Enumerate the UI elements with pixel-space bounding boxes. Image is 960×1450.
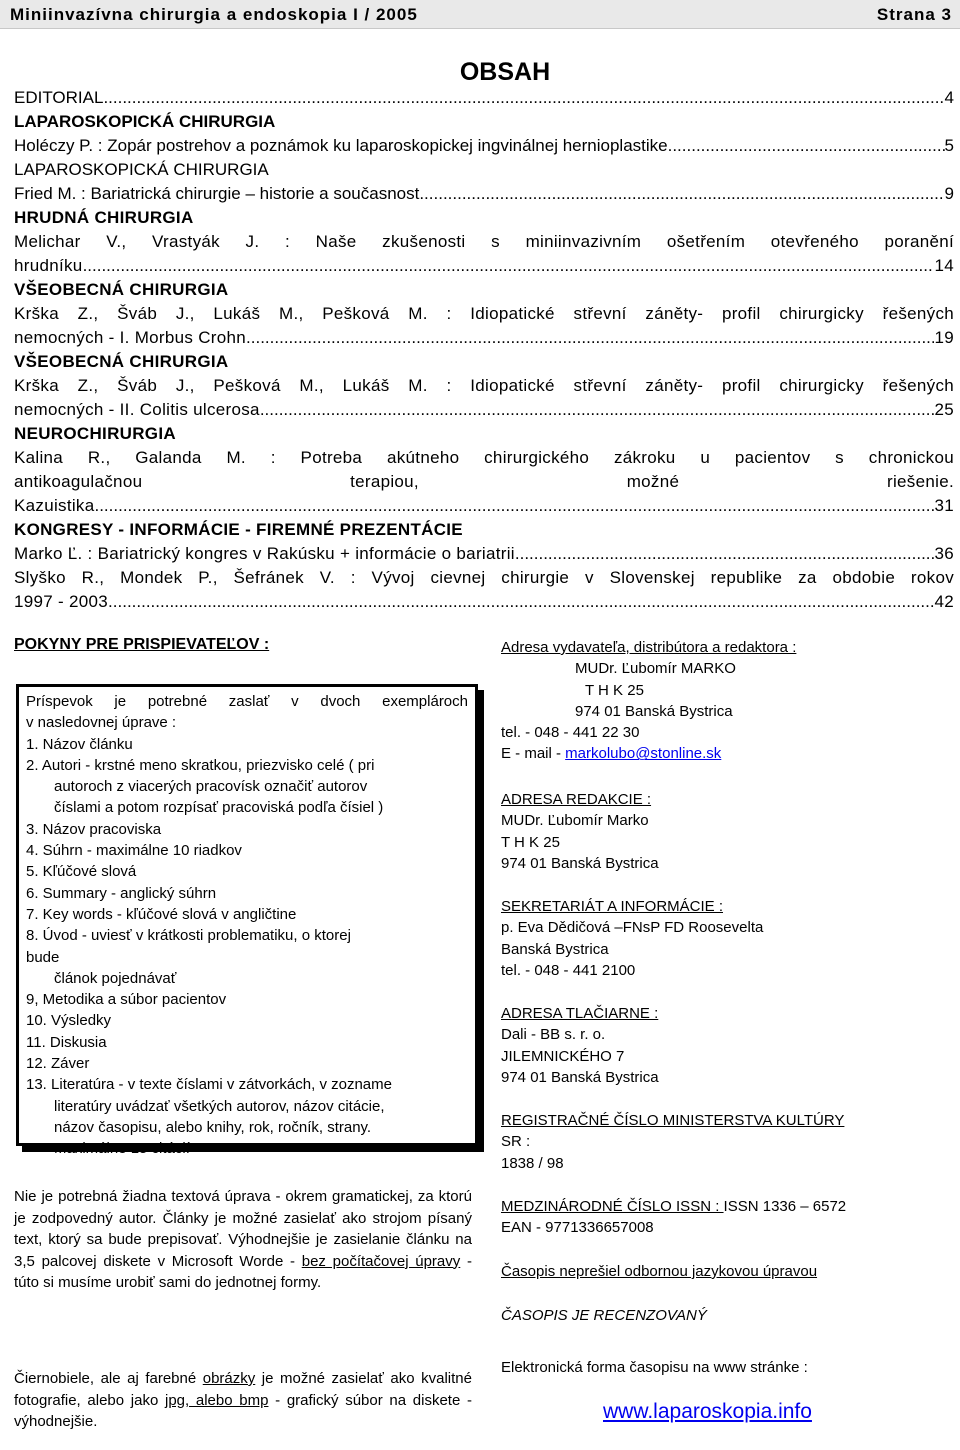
list-item: autoroch z viacerých pracovísk označiť autorov [54, 778, 368, 796]
editorial-address: ADRESA REDAKCIE : MUDr. Ľubomír Marko T H K 25 974 01 Banská Bystrica [501, 791, 659, 872]
language-note: Časopis neprešiel odbornou jazykovou úpravou [501, 1263, 818, 1280]
toc-entry-line[interactable]: Krška Z., Šváb J., Lukáš M., Pešková M. : Idiopatické střevní záněty- profil chirurgicky řešených [14, 304, 954, 323]
toc-entry[interactable]: nemocných - II. Colitis ulcerosa ..... 25 [14, 398, 954, 422]
table-of-contents [14, 86, 954, 614]
toc-section-heading: HRUDNÁ CHIRURGIA [14, 208, 194, 227]
toc-entry-line[interactable]: Melichar V., Vrastyák J. : Naše zkušenosti s miniinvazivním ošetřením otevřeného poranění [14, 232, 954, 251]
editorial-heading: ADRESA REDAKCIE : [501, 791, 652, 808]
toc-entry[interactable]: Holéczy P. : Zopár postrehov a poznámok ku laparoskopickej ingvinálnej hernioplastike ..... 5 [14, 134, 954, 158]
secretariat-heading: SEKRETARIÁT A INFORMÁCIE : [501, 898, 723, 915]
toc-section-heading: NEUROCHIRURGIA [14, 424, 176, 443]
toc-entry[interactable]: Kazuistika ..... 31 [14, 494, 954, 518]
formatting-note: Nie je potrebná žiadna textová úprava - okrem gramatickej, za ktorú je zodpovedný autor. Články je možné zasielať ako strojom písaný text, ktorý sa bude prepisovať. Výhodnejšie je zasielanie článku na 3,5 palcovej diskete v Microsoft Worde - bez počítačovej úpravy - túto si musíme urobiť sami do jednotnej formy. [14, 1188, 473, 1291]
list-item: 10. Výsledky [26, 1012, 112, 1030]
list-item: 3. Názov pracoviska [26, 820, 162, 838]
list-item: číslami a potom rozpísať pracoviská podľa čísiel ) [54, 799, 384, 817]
list-item: 12. Záver [26, 1055, 90, 1073]
toc-entry[interactable]: EDITORIAL ..... 4 [14, 86, 954, 110]
list-item: Maximálne 15 citácií [54, 1140, 190, 1158]
toc-entry[interactable]: nemocných - I. Morbus Crohn ..... 19 [14, 326, 954, 350]
web-note: Elektronická forma časopisu na www stránke : [501, 1359, 808, 1376]
journal-title: Miniinvazívna chirurgia a endoskopia I / 2005 [10, 5, 418, 24]
list-item: 6. Summary - anglický súhrn [26, 884, 217, 902]
toc-entry[interactable]: Marko Ľ. : Bariatrický kongres v Rakúsku + informácie o bariatrii ..... 36 [14, 542, 954, 566]
toc-entry[interactable]: hrudníku ..... 14 [14, 254, 954, 278]
list-item: 2. Autori - krstné meno skratkou, priezvisko celé ( pri [26, 756, 375, 774]
email-link[interactable]: markolubo@stonline.sk [565, 745, 722, 763]
list-item: 11. Diskusia [26, 1033, 107, 1051]
reviewed-note: ČASOPIS JE RECENZOVANÝ [501, 1307, 707, 1324]
toc-entry-line[interactable]: antikoagulačnou terapiou, možné riešenie. [14, 472, 954, 491]
toc-section-heading: LAPAROSKOPICKÁ CHIRURGIA [14, 160, 269, 179]
website-link[interactable]: www.laparoskopia.info [603, 1400, 812, 1423]
list-item: 4. Súhrn - maximálne 10 riadkov [26, 842, 242, 860]
contributor-guidelines [14, 636, 474, 1430]
guidelines-heading: POKYNY PRE PRISPIEVATEĽOV : [14, 636, 270, 653]
list-item: literatúry uvádzať všetkých autorov, názov citácie, [54, 1097, 385, 1115]
toc-section-heading: VŠEOBECNÁ CHIRURGIA [14, 280, 229, 299]
printer-address: ADRESA TLAČIARNE : Dali - BB s. r. o. JILEMNICKÉHO 7 974 01 Banská Bystrica [501, 1005, 659, 1086]
list-item: 1. Názov článku [26, 735, 133, 753]
page-number: Strana 3 [876, 5, 952, 24]
list-item: názov časopisu, alebo knihy, rok, ročník, strany. [54, 1118, 372, 1136]
list-item: 8. Úvod - uviesť v krátkosti problematiku, o ktorej [26, 927, 351, 945]
images-note: Čiernobiele, ale aj farebné obrázky je možné zasielať ako kvalitné fotografie, alebo jako jpg, alebo bmp - grafický súbor na diskete - výhodnejšie. [14, 1370, 472, 1430]
toc-section-heading: KONGRESY - INFORMÁCIE - FIREMNÉ PREZENTÁCIE [14, 520, 463, 539]
list-item: článok pojednávať [54, 969, 177, 987]
issn-heading: MEDZINÁRODNÉ ČÍSLO ISSN : [501, 1198, 724, 1215]
publisher-heading: Adresa vydavateľa, distribútora a redaktora : [501, 639, 797, 656]
secretariat: SEKRETARIÁT A INFORMÁCIE : p. Eva Dědičová –FNsP FD Roosevelta Banská Bystrica tel. - 048 - 441 2100 [501, 898, 764, 979]
issn: MEDZINÁRODNÉ ČÍSLO ISSN : ISSN 1336 – 6572 EAN - 9771336657008 [501, 1198, 847, 1237]
publisher-address: Adresa vydavateľa, distribútora a redaktora : MUDr. Ľubomír MARKO T H K 25 974 01 Banská Bystrica tel. - 048 - 441 22 30 E - mail - markolubo@stonline.sk [501, 639, 797, 763]
list-item: 7. Key words - kľúčové slová v angličtine [26, 905, 297, 923]
toc-entry-line[interactable]: Slyško R., Mondek P., Šefránek V. : Vývoj cievnej chirurgie v Slovenskej republike za obdobie rokov [14, 568, 954, 587]
list-item: bude [26, 948, 60, 966]
printer-heading: ADRESA TLAČIARNE : [501, 1005, 659, 1022]
toc-entry[interactable]: Fried M. : Bariatrická chirurgie – historie a současnost ..... 9 [14, 182, 954, 206]
guidelines-box: Príspevok je potrebné zaslať v dvoch exemplároch v nasledovnej úprave : 1. Názov článku 2. Autori - krstné meno skratkou, priezvisko celé ( pri autoroch z viacerých pracovísk označiť autorov číslami a potom rozpísať pracoviská podľa čísiel ) 3. Názov pracoviska 4. Súhrn - maximálne 10 riadkov 5. Kľúčové slová 6. Summary - anglický súhrn 7. Key words - kľúčové slová v angličtine 8. Úvod - uviesť v krátkosti problematiku, o ktorej bude článok pojednávať 9, Metodika a súbor pacientov 10. Výsledky 11. Diskusia 12. Záver 13. Literatúra - v texte číslami v zátvorkách, v zozname literatúry uvádzať všetkých autorov, názov citácie, názov časopisu, alebo knihy, rok, ročník, strany. Maximálne 15 citácií [16, 684, 478, 1146]
toc-entry-line[interactable]: Krška Z., Šváb J., Pešková M., Lukáš M. : Idiopatické střevní záněty- profil chirurgicky řešených [14, 376, 954, 395]
toc-entry[interactable]: 1997 - 2003 ..... 42 [14, 590, 954, 614]
list-item: 13. Literatúra - v texte číslami v zátvorkách, v zozname [26, 1076, 392, 1094]
toc-section-heading: LAPAROSKOPICKÁ CHIRURGIA [14, 112, 276, 131]
toc-section-heading: VŠEOBECNÁ CHIRURGIA [14, 352, 229, 371]
registration-heading: REGISTRAČNÉ ČÍSLO MINISTERSTVA KULTÚRY [501, 1112, 845, 1129]
list-item: 9, Metodika a súbor pacientov [26, 991, 227, 1009]
toc-entry-line[interactable]: Kalina R., Galanda M. : Potreba akútneho chirurgického zákroku u pacientov s chronickou [14, 448, 954, 467]
page-header [0, 0, 960, 29]
list-item: 5. Kľúčové slová [26, 863, 137, 881]
contents-title: OBSAH [459, 58, 551, 86]
registration: REGISTRAČNÉ ČÍSLO MINISTERSTVA KULTÚRY SR : 1838 / 98 [501, 1110, 956, 1174]
